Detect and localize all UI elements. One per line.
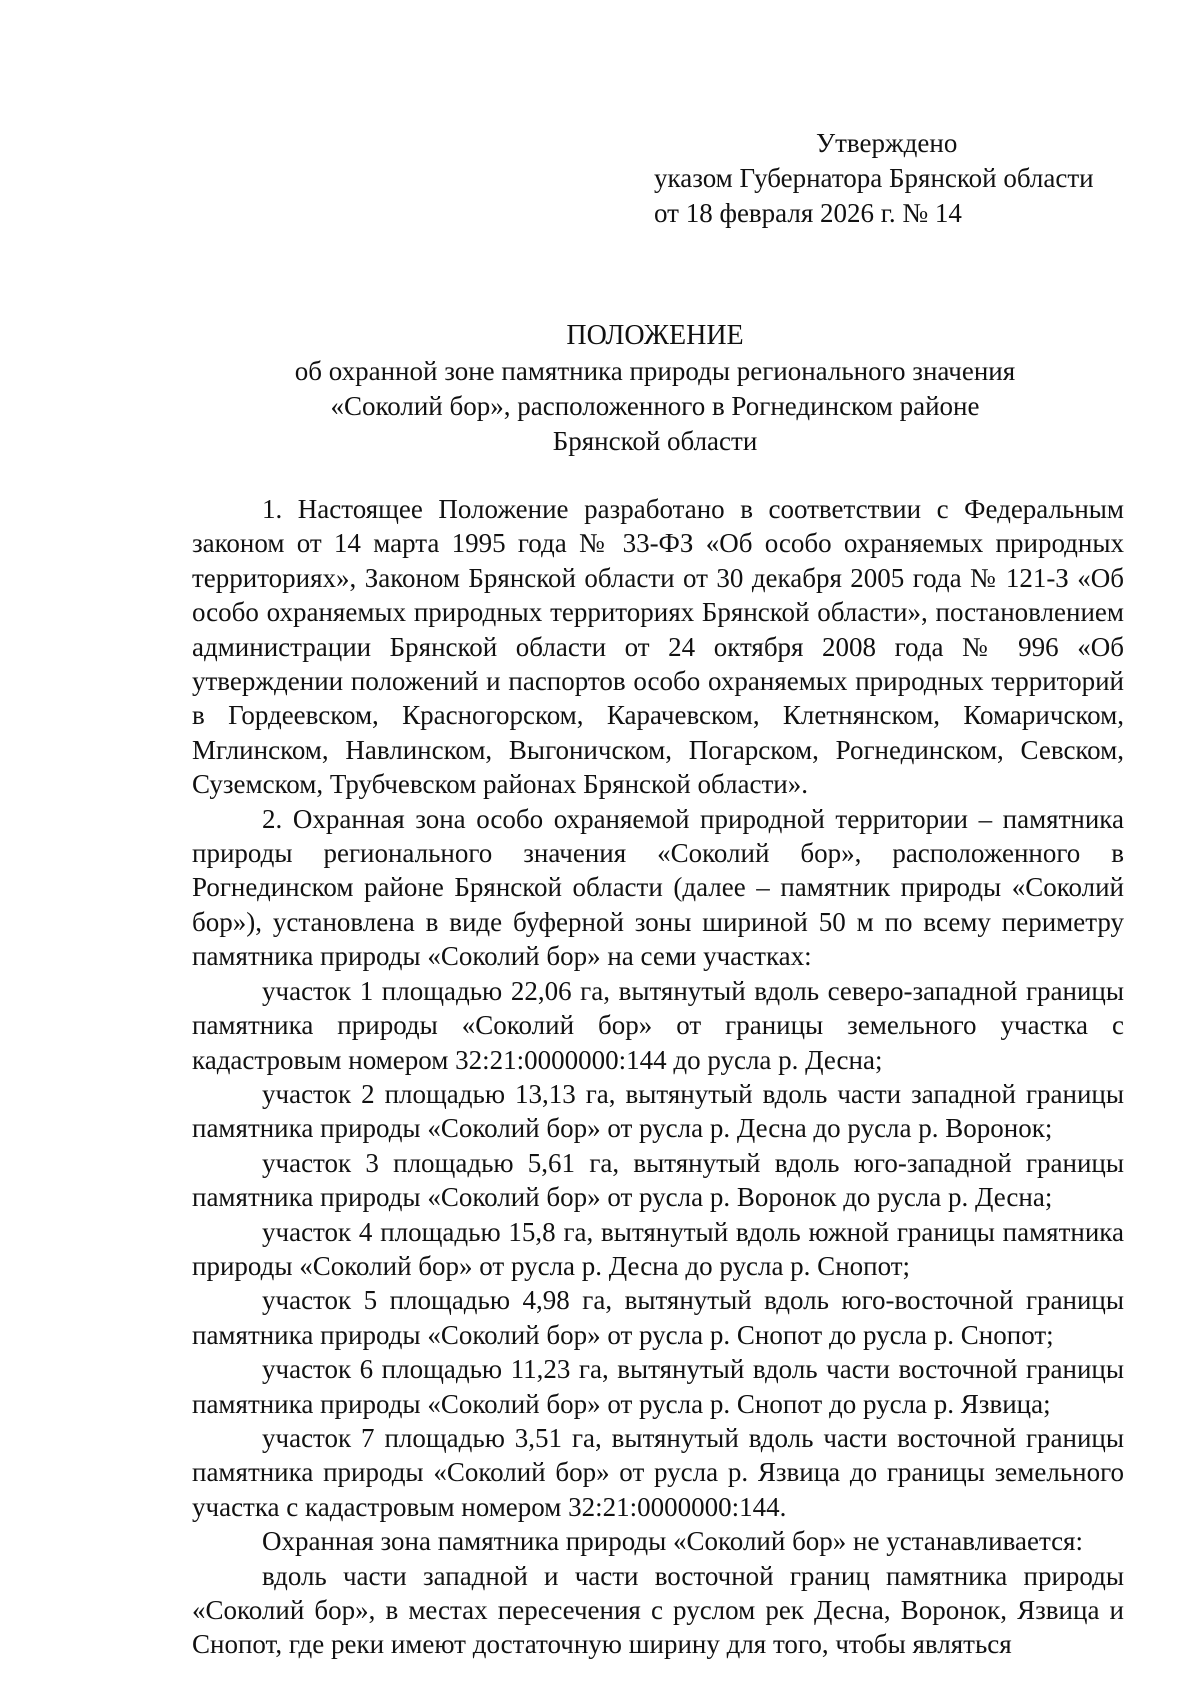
approval-authority: указом Губернатора Брянской области	[654, 163, 1094, 193]
document-subtitle-line-1: об охранной зоне памятника природы регионального значения	[294, 356, 1016, 386]
exclusion-item: вдоль части западной и части восточной границ памятника природы «Соколий бор», в местах пересечения с руслом рек Десна, Воронок, Язвица и Снопот, где реки имеют достаточную ширину для того, чтобы являться	[192, 1560, 1124, 1660]
plot-2-item: участок 2 площадью 13,13 га, вытянутый вдоль части западной границы памятника природы «Соколий бор» от русла р. Десна до русла р. Воронок;	[192, 1078, 1124, 1144]
plot-7-item: участок 7 площадью 3,51 га, вытянутый вдоль части восточной границы памятника природы «Соколий бор» от русла р. Язвица до границы земельного участка с кадастровым номером 32:21:0000000:144.	[192, 1422, 1124, 1522]
document-title: ПОЛОЖЕНИЕ	[566, 320, 744, 351]
plot-4-item: участок 4 площадью 15,8 га, вытянутый вдоль южной границы памятника природы «Соколий бор» от русла р. Десна до русла р. Снопот;	[192, 1216, 1124, 1281]
plot-5-item: участок 5 площадью 4,98 га, вытянутый вдоль юго-восточной границы памятника природы «Соколий бор» от русла р. Снопот до русла р. Снопот;	[192, 1285, 1124, 1350]
document-title-block	[190, 318, 1120, 459]
document-body	[192, 492, 1124, 1662]
document-subtitle-line-3: Брянской области	[552, 426, 758, 456]
plot-3-item: участок 3 площадью 5,61 га, вытянутый вдоль юго-западной границы памятника природы «Соколий бор» от русла р. Воронок до русла р. Десна;	[192, 1147, 1124, 1213]
paragraph-1: 1. Настоящее Положение разработано в соответствии с Федеральным законом от 14 марта 1995 года № 33-ФЗ «Об особо охраняемых природных территориях», Законом Брянской области от 30 декабря 2005 года № 121-З «Об особо охраняемых природных территориях Брянской области», постановлением администрации Брянской области от 24 октября 2008 года № 996 «Об утверждении положений и паспортов особо охраняемых природных территорий в Гордеевском, Красногорском, Карачевском, Клетнянском, Комаричском, Мглинском, Навлинском, Выгоничском, Погарском, Рогнединском, Севском, Суземском, Трубчевском районах Брянской области».	[192, 494, 1124, 800]
plot-1-item: участок 1 площадью 22,06 га, вытянутый вдоль северо-западной границы памятника природы «Соколий бор» от границы земельного участка с кадастровым номером 32:21:0000000:144 до русла р. Десна;	[192, 975, 1124, 1075]
approval-stamp	[654, 126, 1094, 231]
exclusion-intro: Охранная зона памятника природы «Соколий бор» не устанавливается:	[262, 1526, 1083, 1557]
paragraph-2: 2. Охранная зона особо охраняемой природной территории – памятника природы регионального значения «Соколий бор», расположенного в Рогнединском районе Брянской области (далее – памятник природы «Соколий бор»), установлена в виде буферной зоны шириной 50 м по всему периметру памятника природы «Соколий бор» на семи участках:	[192, 803, 1124, 972]
plot-6-item: участок 6 площадью 11,23 га, вытянутый вдоль части восточной границы памятника природы «Соколий бор» от русла р. Снопот до русла р. Язвица;	[192, 1354, 1124, 1419]
approval-label: Утверждено	[816, 128, 958, 158]
approval-date-number: от 18 февраля 2026 г. № 14	[654, 198, 962, 228]
document-subtitle-line-2: «Соколий бор», расположенного в Рогнединском районе	[330, 391, 980, 421]
